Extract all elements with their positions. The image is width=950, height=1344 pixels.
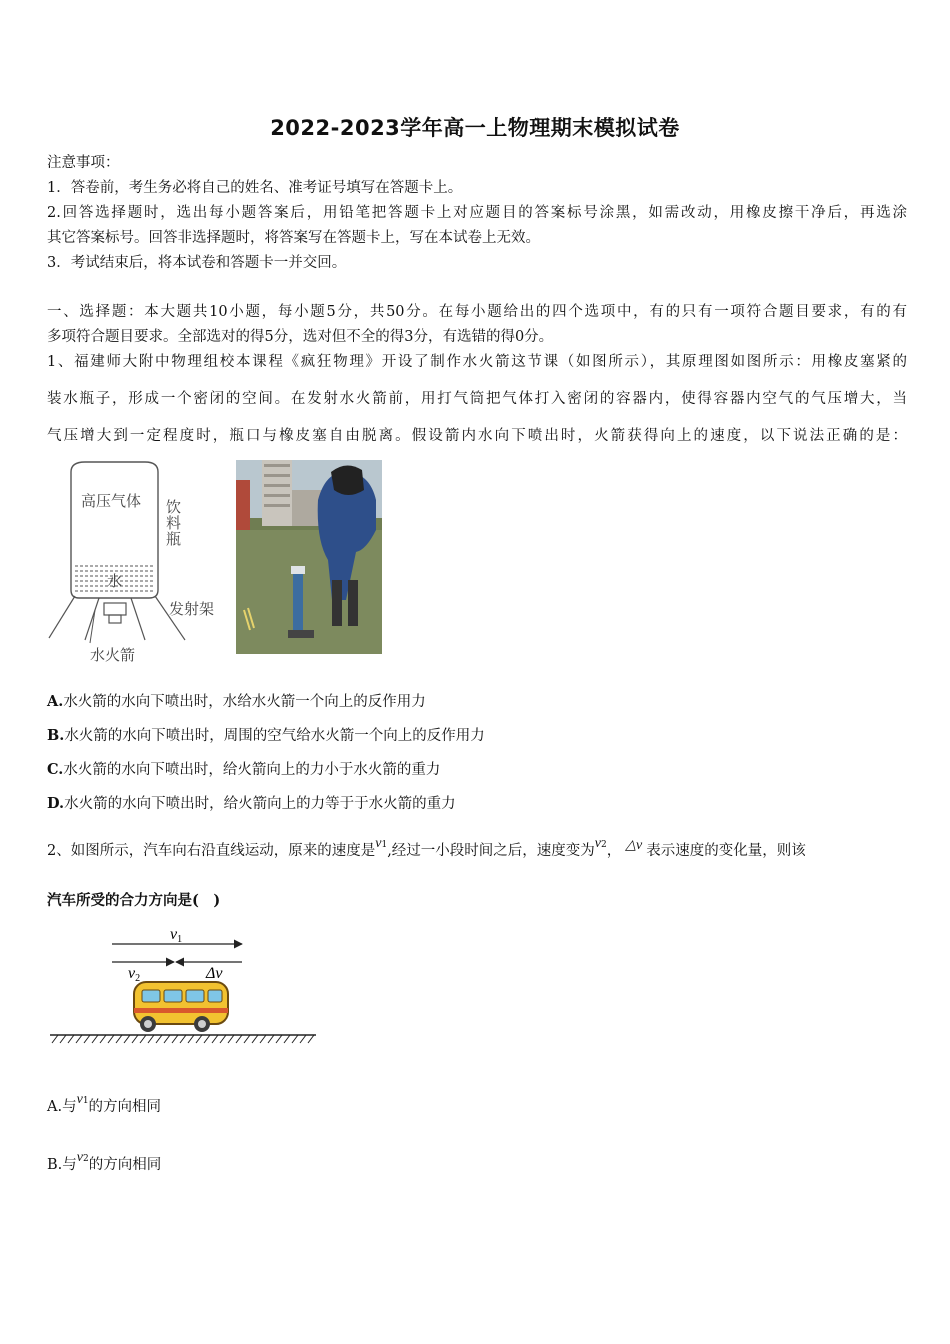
- q2-option-b[interactable]: B.与v2的方向相同: [47, 1150, 162, 1173]
- ground-hatch-mark: [292, 1035, 298, 1043]
- label-bottle-1: 饮: [166, 498, 182, 516]
- ground-hatch-mark: [252, 1035, 258, 1043]
- ground-hatch-mark: [300, 1035, 306, 1043]
- q1-stem-3: 气压增大到一定程度时，瓶口与橡皮塞自由脱离。假设箭内水向下喷出时，火箭获得向上的速度，以下说法正确的是：: [47, 428, 907, 444]
- ground-hatch-mark: [308, 1035, 314, 1043]
- q1-stem-2: 装水瓶子，形成一个密闭的空间。在发射水火箭前，用打气筒把气体打入密闭的容器内，使得容器内空气的气压增大，当: [47, 391, 907, 407]
- ground-hatch-mark: [84, 1035, 90, 1043]
- ground-hatch-mark: [68, 1035, 74, 1043]
- q1-stem-1: 1、福建师大附中物理组校本课程《疯狂物理》开设了制作水火箭这节课（如图所示），其原理图如图所示：用橡皮塞紧的: [47, 354, 907, 370]
- ground-hatch-mark: [196, 1035, 202, 1043]
- ground-hatch-mark: [140, 1035, 146, 1043]
- ground-hatch-mark: [172, 1035, 178, 1043]
- q2-stem-2: 汽车所受的合力方向是( ): [47, 892, 221, 909]
- ground-hatch-mark: [100, 1035, 106, 1043]
- q2-option-a[interactable]: A.与v1的方向相同: [47, 1092, 162, 1115]
- ground-hatch-mark: [228, 1035, 234, 1043]
- ground-hatch-mark: [268, 1035, 274, 1043]
- ground-hatch-mark: [236, 1035, 242, 1043]
- ground-hatch-mark: [76, 1035, 82, 1043]
- ground-hatch-mark: [260, 1035, 266, 1043]
- q2-stem-1: 2、如图所示，汽车向右沿直线运动，原来的速度是 v1 ,经过一小段时间之后，速度变为 v2 ， △v 表示速度的变化量，则该: [47, 836, 806, 859]
- ground-hatch-mark: [244, 1035, 250, 1043]
- ground-hatch-mark: [108, 1035, 114, 1043]
- ground-hatch-mark: [164, 1035, 170, 1043]
- label-bottle-3: 瓶: [166, 530, 182, 548]
- q1-option-b[interactable]: B.水火箭的水向下喷出时，周围的空气给水火箭一个向上的反作用力: [47, 727, 485, 744]
- q1-option-a[interactable]: A.水火箭的水向下喷出时，水给水火箭一个向上的反作用力: [47, 693, 426, 710]
- q1-option-c[interactable]: C.水火箭的水向下喷出时，给火箭向上的力小于水火箭的重力: [47, 761, 441, 778]
- ground-hatch-mark: [212, 1035, 218, 1043]
- ground-hatch-mark: [220, 1035, 226, 1043]
- label-launch-stand: 发射架: [169, 600, 215, 618]
- label-water-rocket: 水火箭: [90, 646, 136, 664]
- fig-v1-label: v1: [170, 926, 183, 945]
- ground-hatch-mark: [204, 1035, 210, 1043]
- water-rocket-diagram: [45, 460, 235, 670]
- section-instructions-1: 一、选择题：本大题共10小题，每小题5分，共50分。在每小题给出的四个选项中，有的只有一项符合题目要求，有的有: [47, 304, 907, 320]
- fig-v2-label: v2: [128, 965, 141, 984]
- notice-item-1: 1．答卷前，考生务必将自己的姓名、准考证号填写在答题卡上。: [47, 180, 463, 196]
- ground-hatch-mark: [180, 1035, 186, 1043]
- ground-hatch-mark: [116, 1035, 122, 1043]
- ground-hatch-mark: [276, 1035, 282, 1043]
- label-high-pressure-gas: 高压气体: [81, 492, 142, 510]
- label-bottle-2: 料: [166, 514, 182, 532]
- ground-hatch-mark: [124, 1035, 130, 1043]
- car-velocity-diagram: [46, 922, 321, 1047]
- launch-photo: [236, 460, 382, 654]
- ground-hatch-mark: [132, 1035, 138, 1043]
- section-instructions-2: 多项符合题目要求。全部选对的得5分，选对但不全的得3分，有选错的得0分。: [47, 329, 554, 345]
- ground-hatch-mark: [148, 1035, 154, 1043]
- notice-item-2: 2.回答选择题时，选出每小题答案后，用铅笔把答题卡上对应题目的答案标号涂黑，如需改动，用橡皮擦干净后，再选涂: [47, 205, 907, 221]
- fig-delta-v-label: Δv: [206, 965, 223, 982]
- bus-illustration: [134, 982, 228, 1032]
- ground-hatch-mark: [188, 1035, 194, 1043]
- q1-option-d[interactable]: D.水火箭的水向下喷出时，给火箭向上的力等于于水火箭的重力: [47, 795, 456, 812]
- label-water: 水: [107, 572, 123, 590]
- ground-hatch-mark: [284, 1035, 290, 1043]
- ground-hatch-mark: [60, 1035, 66, 1043]
- ground-hatch-mark: [156, 1035, 162, 1043]
- page-title: 2022-2023学年高一上物理期末模拟试卷: [270, 116, 680, 140]
- notice-item-3: 3．考试结束后，将本试卷和答题卡一并交回。: [47, 255, 347, 271]
- ground-hatch-mark: [52, 1035, 58, 1043]
- ground-hatch-mark: [92, 1035, 98, 1043]
- notice-item-2-cont: 其它答案标号。回答非选择题时，将答案写在答题卡上，写在本试卷上无效。: [47, 230, 540, 246]
- notice-heading: 注意事项：: [47, 155, 120, 171]
